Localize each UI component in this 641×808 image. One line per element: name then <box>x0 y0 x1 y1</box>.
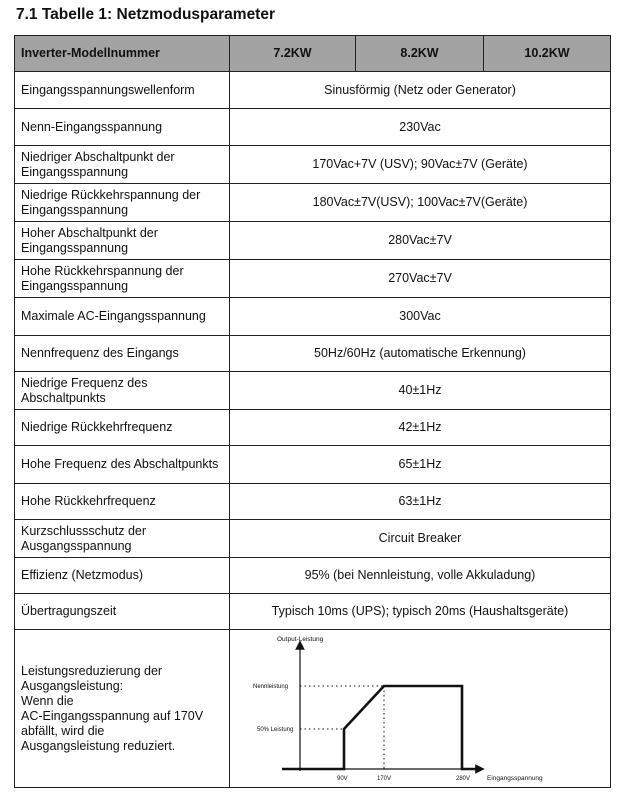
row-value: 40±1Hz <box>230 372 611 410</box>
header-7-2kw: 7.2KW <box>230 36 356 72</box>
label-line: abfällt, wird die <box>21 723 105 738</box>
row-label: Hohe Rückkehrfrequenz <box>15 484 230 520</box>
row-value: 230Vac <box>230 109 611 146</box>
row-value: 65±1Hz <box>230 446 611 484</box>
table-row <box>15 222 611 260</box>
table-row <box>15 260 611 298</box>
row-label: Nennfrequenz des Eingangs <box>15 336 230 372</box>
header-model-number: Inverter-Modellnummer <box>15 36 230 72</box>
table-row <box>15 109 611 146</box>
row-value: 95% (bei Nennleistung, volle Akkuladung) <box>230 558 611 594</box>
row-value: 42±1Hz <box>230 410 611 446</box>
row-label: Niedrige Rückkehrfrequenz <box>15 410 230 446</box>
label-line: Leistungsreduzierung der <box>21 663 163 678</box>
row-value: 280Vac±7V <box>230 222 611 260</box>
row-label: Hohe Frequenz des Abschaltpunkts <box>15 446 230 484</box>
row-label: Hohe Rückkehrspannung der Eingangsspannung <box>15 260 230 298</box>
x-tick-280v: 280V <box>456 775 471 782</box>
derating-label <box>15 630 230 788</box>
row-label: Niedrige Rückkehrspannung der Eingangsspannung <box>15 184 230 222</box>
table-row <box>15 446 611 484</box>
row-value: 170Vac+7V (USV); 90Vac±7V (Geräte) <box>230 146 611 184</box>
table-row <box>15 146 611 184</box>
derating-chart-cell <box>230 630 611 788</box>
row-value: 300Vac <box>230 298 611 336</box>
row-value: Sinusförmig (Netz oder Generator) <box>230 72 611 109</box>
row-value: 63±1Hz <box>230 484 611 520</box>
table-row <box>15 558 611 594</box>
row-label: Kurzschlussschutz der Ausgangsspannung <box>15 520 230 558</box>
row-value: 180Vac±7V(USV); 100Vac±7V(Geräte) <box>230 184 611 222</box>
header-10-2kw: 10.2KW <box>484 36 611 72</box>
parameter-table <box>14 35 611 788</box>
table-row <box>15 184 611 222</box>
x-tick-170v: 170V <box>377 775 392 782</box>
table-row <box>15 484 611 520</box>
row-label: Niedrige Frequenz des Abschaltpunkts <box>15 372 230 410</box>
row-label: Maximale AC-Eingangsspannung <box>15 298 230 336</box>
table-row <box>15 72 611 109</box>
y-axis-label: Output-Leistung <box>277 635 324 643</box>
label-line: Ausgangsleistung: <box>21 678 124 693</box>
label-line: Wenn die <box>21 693 74 708</box>
row-value: 50Hz/60Hz (automatische Erkennung) <box>230 336 611 372</box>
label-line: AC-Eingangsspannung auf 170V <box>21 708 204 723</box>
row-label: Hoher Abschaltpunkt der Eingangsspannung <box>15 222 230 260</box>
row-label: Effizienz (Netzmodus) <box>15 558 230 594</box>
row-label: Übertragungszeit <box>15 594 230 630</box>
row-value: Typisch 10ms (UPS); typisch 20ms (Haushaltsgeräte) <box>230 594 611 630</box>
table-row <box>15 410 611 446</box>
table-row <box>15 594 611 630</box>
section-title: 7.1 Tabelle 1: Netzmodusparameter <box>16 6 275 23</box>
table-row <box>15 298 611 336</box>
row-value: 270Vac±7V <box>230 260 611 298</box>
row-label: Niedriger Abschaltpunkt der Eingangsspannung <box>15 146 230 184</box>
derating-chart <box>230 631 610 787</box>
row-value: Circuit Breaker <box>230 520 611 558</box>
table-row <box>15 520 611 558</box>
table-row <box>15 336 611 372</box>
row-label: Nenn-Eingangsspannung <box>15 109 230 146</box>
x-axis-label: Eingangsspannung <box>487 774 543 782</box>
header-8-2kw: 8.2KW <box>356 36 484 72</box>
x-tick-90v: 90V <box>337 775 348 782</box>
derating-curve <box>282 686 476 769</box>
y-tick-50-percent: 50% Leistung <box>257 726 294 733</box>
y-tick-nennleistung: Nennleistung <box>253 683 289 690</box>
table-row-derating <box>15 630 611 788</box>
label-line: Ausgangsleistung reduziert. <box>21 738 176 753</box>
row-label: Eingangsspannungswellenform <box>15 72 230 109</box>
table-header-row <box>15 36 611 72</box>
table-row <box>15 372 611 410</box>
